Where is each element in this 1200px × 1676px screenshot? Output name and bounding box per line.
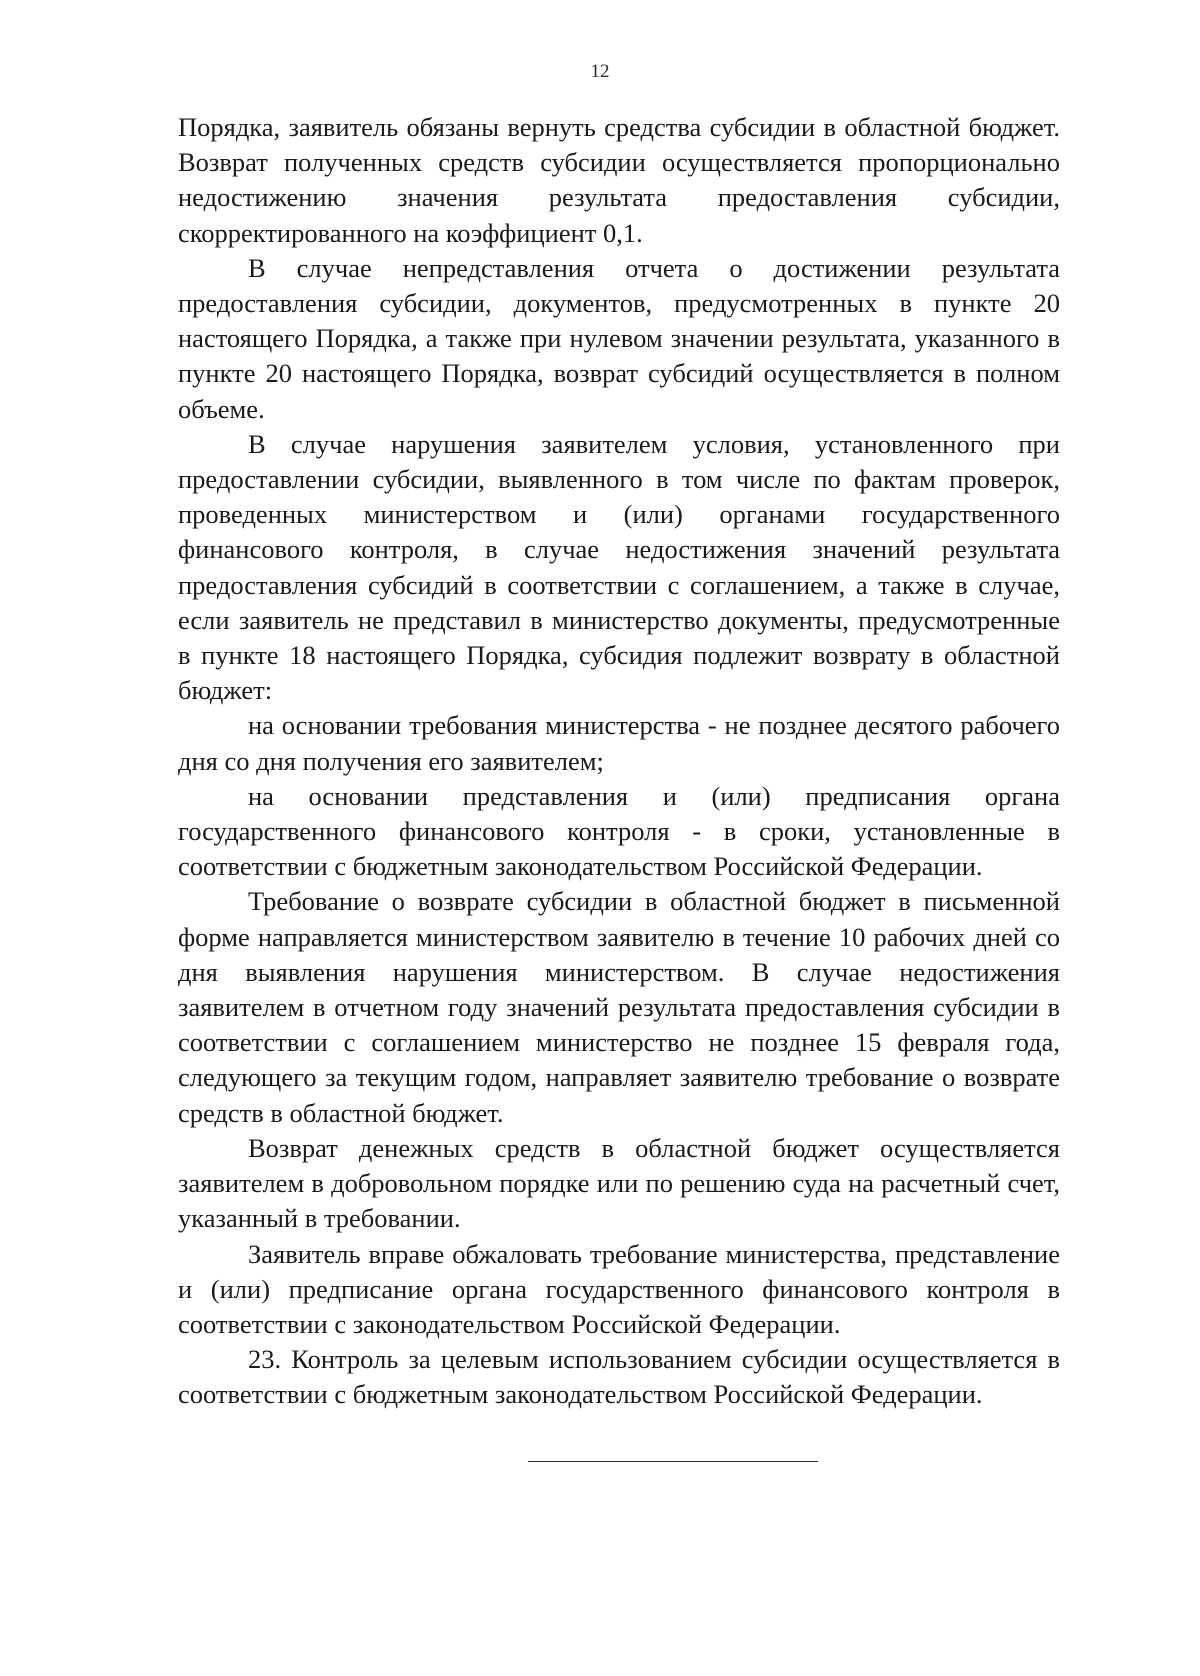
paragraph-continuation: Порядка, заявитель обязаны вернуть средства субсидии в областной бюджет. Возврат полученных средств субсидии осуществляется пропорционально недостижению значения результата предоставления субсидии, скорректированного на коэффициент 0,1. [178, 112, 1060, 248]
end-separator-line [528, 1461, 818, 1462]
paragraph: на основании представления и (или) предписания органа государственного финансового контроля - в сроки, установленные в соответствии с бюджетным законодательством Российской Федерации. [178, 780, 1060, 882]
document-body [178, 110, 1060, 1413]
paragraph: Заявитель вправе обжаловать требование министерства, представление и (или) предписание органа государственного финансового контроля в соответствии с законодательством Российской Федерации. [178, 1238, 1060, 1339]
page-number: 12 [590, 61, 610, 82]
paragraph: на основании требования министерства - не позднее десятого рабочего дня со дня получения его заявителем; [178, 710, 1060, 776]
paragraph: В случае непредставления отчета о достижении результата предоставления субсидии, документов, предусмотренных в пункте 20 настоящего Порядка, а также при нулевом значении результата, указанного в пункте 20 настоящего Порядка, возврат субсидий осуществляется в полном объеме. [178, 252, 1060, 424]
paragraph: В случае нарушения заявителем условия, установленного при предоставлении субсидии, выявленного в том числе по фактам проверок, проведенных министерством и (или) органами государственного финансового контроля, в случае недостижения значений результата предоставления субсидий в соответствии с соглашением, а также в случае, если заявитель не представил в министерство документы, предусмотренные в пункте 18 настоящего Порядка, субсидия подлежит возврату в областной бюджет: [178, 428, 1060, 706]
paragraph: Требование о возврате субсидии в областной бюджет в письменной форме направляется министерством заявителю в течение 10 рабочих дней со дня выявления нарушения министерством. В случае недостижения заявителем в отчетном году значений результата предоставления субсидии в соответствии с соглашением министерство не позднее 15 февраля года, следующего за текущим годом, направляет заявителю требование о возврате средств в областной бюджет. [178, 886, 1060, 1128]
paragraph: Возврат денежных средств в областной бюджет осуществляется заявителем в добровольном порядке или по решению суда на расчетный счет, указанный в требовании. [178, 1132, 1060, 1234]
paragraph-clause-23: 23. Контроль за целевым использованием субсидии осуществляется в соответствии с бюджетным законодательством Российской Федерации. [178, 1344, 1060, 1410]
